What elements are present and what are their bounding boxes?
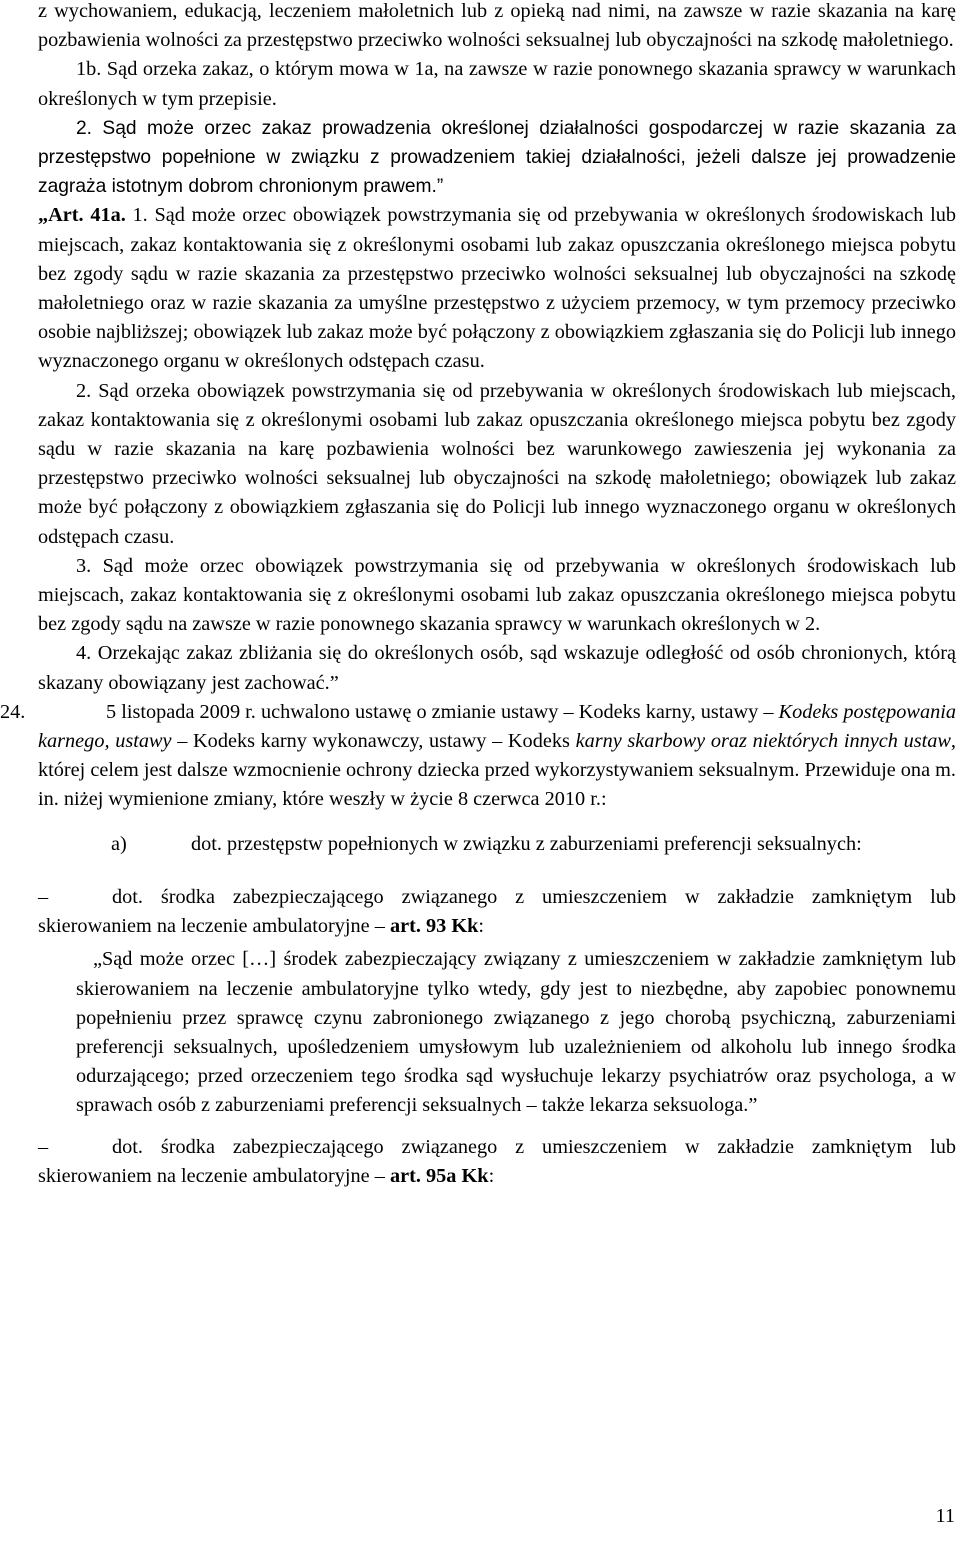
dash-item-art-93 — [38, 883, 956, 941]
dash-item-colon: : — [488, 1164, 495, 1187]
article-ref-93: art. 93 Kk — [389, 915, 479, 938]
article-41a-para-2: 2. Sąd orzeka obowiązek powstrzymania się od przebywania w określonych środowiskach lub miejscach, zakaz kontaktowania się z określonymi osobami lub zakaz opuszczania określonego miejsca pobytu bez zgody sądu w razie skazania na karę pozbawienia wolności bez warunkowego zawieszenia jej wykonania za przestępstwo przeciwko wolności seksualnej lub obyczajności na szkodę małoletniego; obowiązek lub zakaz może być połączony z obowiązkiem zgłaszania się do Policji lub innego wyznaczonego organu w określonych odstępach czasu. — [38, 379, 956, 548]
list-item-number: 24. — [0, 700, 26, 723]
item24-date: 5 listopada 2009 r. — [106, 700, 256, 723]
dash-item-text: dot. środka zabezpieczającego związanego z umieszczeniem w zakładzie zamkniętym lub skierowaniem na leczenie ambulatoryjne – — [38, 1135, 956, 1187]
sub-item-a-text: dot. przestępstw popełnionych w związku z zaburzeniami preferencji seksualnych: — [191, 832, 862, 855]
page-number: 11 — [935, 1505, 955, 1527]
item24-text-1: uchwalono ustawę o zmianie ustawy – Kodeks karny, ustawy – — [255, 700, 779, 723]
article-41a-para-1-text: 1. Sąd może orzec obowiązek powstrzymania się od przebywania w określonych środowiskach lub miejscach, zakaz kontaktowania się z określonymi osobami lub zakaz opuszczania określonego miejsca pobytu bez zgody sądu w razie skazania za przestępstwo przeciwko wolności seksualnej lub obyczajności na szkodę małoletniego oraz w razie skazania za umyślne przestępstwo z użyciem przemocy, w tym przemocy przeciwko osobie najbliższej; obowiązek lub zakaz może być połączony z obowiązkiem zgłaszania się do Policji lub innego wyznaczonego organu w określonych odstępach czasu. — [38, 204, 956, 373]
paragraph-1b: 1b. Sąd orzeka zakaz, o którym mowa w 1a, na zawsze w razie ponownego skazania sprawcy w warunkach określonych w tym przepisie. — [38, 58, 956, 110]
article-ref-95a: art. 95a Kk — [389, 1164, 489, 1187]
paragraph-2-text: 2. Sąd może orzec zakaz prowadzenia określonej działalności gospodarczej w razie skazania za przestępstwo popełnione w związku z prowadzeniem takiej działalności, jeżeli dalsze jej prowadzenie zagraża istotnym dobrom chronionym prawem.” — [38, 117, 956, 198]
dash-item-art-95a — [38, 1133, 956, 1191]
dash-marker: – — [38, 1135, 49, 1158]
article-41a-label: „Art. 41a. — [38, 204, 126, 227]
item24-italic-1: Kodeks postępowania karnego, ustawy — [38, 700, 957, 753]
quoted-article: „Sąd może orzec […] środek zabezpieczający związany z umieszczeniem w zakładzie zamkniętym lub skierowaniem na leczenie ambulatoryjne tylko wtedy, gdy jest to niezbędne, aby zapobiec ponownemu popełnieniu przez sprawcę czynu zabronionego związanego z jego chorobą psychiczną, zaburzeniami preferencji seksualnych, upośledzeniem umysłowym lub uzależnieniem od alkoholu lub innego środka odurzającego; przed orzeczeniem tego środka sąd wysłuchuje lekarzy psychiatrów oraz psychologa, a w sprawach osób z zaburzeniami preferencji seksualnych – także lekarza seksuologa.” — [76, 948, 956, 1117]
article-41a-para-1 — [38, 201, 956, 376]
paragraph-continuation: z wychowaniem, edukacją, leczeniem małoletnich lub z opieką nad nimi, na zawsze w razie skazania na karę pozbawienia wolności za przestępstwo przeciwko wolności seksualnej lub obyczajności na szkodę małoletniego. — [38, 0, 956, 52]
sub-item-letter: a) — [111, 832, 127, 855]
paragraph-2 — [38, 114, 956, 202]
item24-italic-2: karny skarbowy oraz niektórych innych ustaw — [575, 730, 951, 753]
list-item-24 — [0, 698, 957, 815]
item24-text-2: – Kodeks karny wykonawczy, ustawy – Kodeks — [171, 730, 576, 753]
sub-item-a — [111, 830, 956, 859]
item24-text-3: , której celem jest dalsze wzmocnienie ochrony dziecka przed wykorzystywaniem seksualnym. Przewiduje ona m. in. niżej wymienione zmiany, które weszły w życie 8 czerwca 2010 r.: — [38, 730, 956, 811]
dash-item-text: dot. środka zabezpieczającego związanego z umieszczeniem w zakładzie zamkniętym lub skierowaniem na leczenie ambulatoryjne – — [38, 885, 956, 938]
dash-marker: – — [38, 885, 49, 908]
article-41a-para-4: 4. Orzekając zakaz zbliżania się do określonych osób, sąd wskazuje odległość od osób chronionych, którą skazany obowiązany jest zachować.” — [38, 642, 956, 694]
list-item-24-text — [38, 698, 956, 815]
article-41a-para-3: 3. Sąd może orzec obowiązek powstrzymania się od przebywania w określonych środowiskach lub miejscach, zakaz kontaktowania się z określonymi osobami lub zakaz opuszczania określonego miejsca pobytu bez zgody sądu na zawsze w razie ponownego skazania sprawcy w warunkach określonych w 2. — [38, 554, 956, 636]
dash-item-colon: : — [478, 915, 485, 938]
